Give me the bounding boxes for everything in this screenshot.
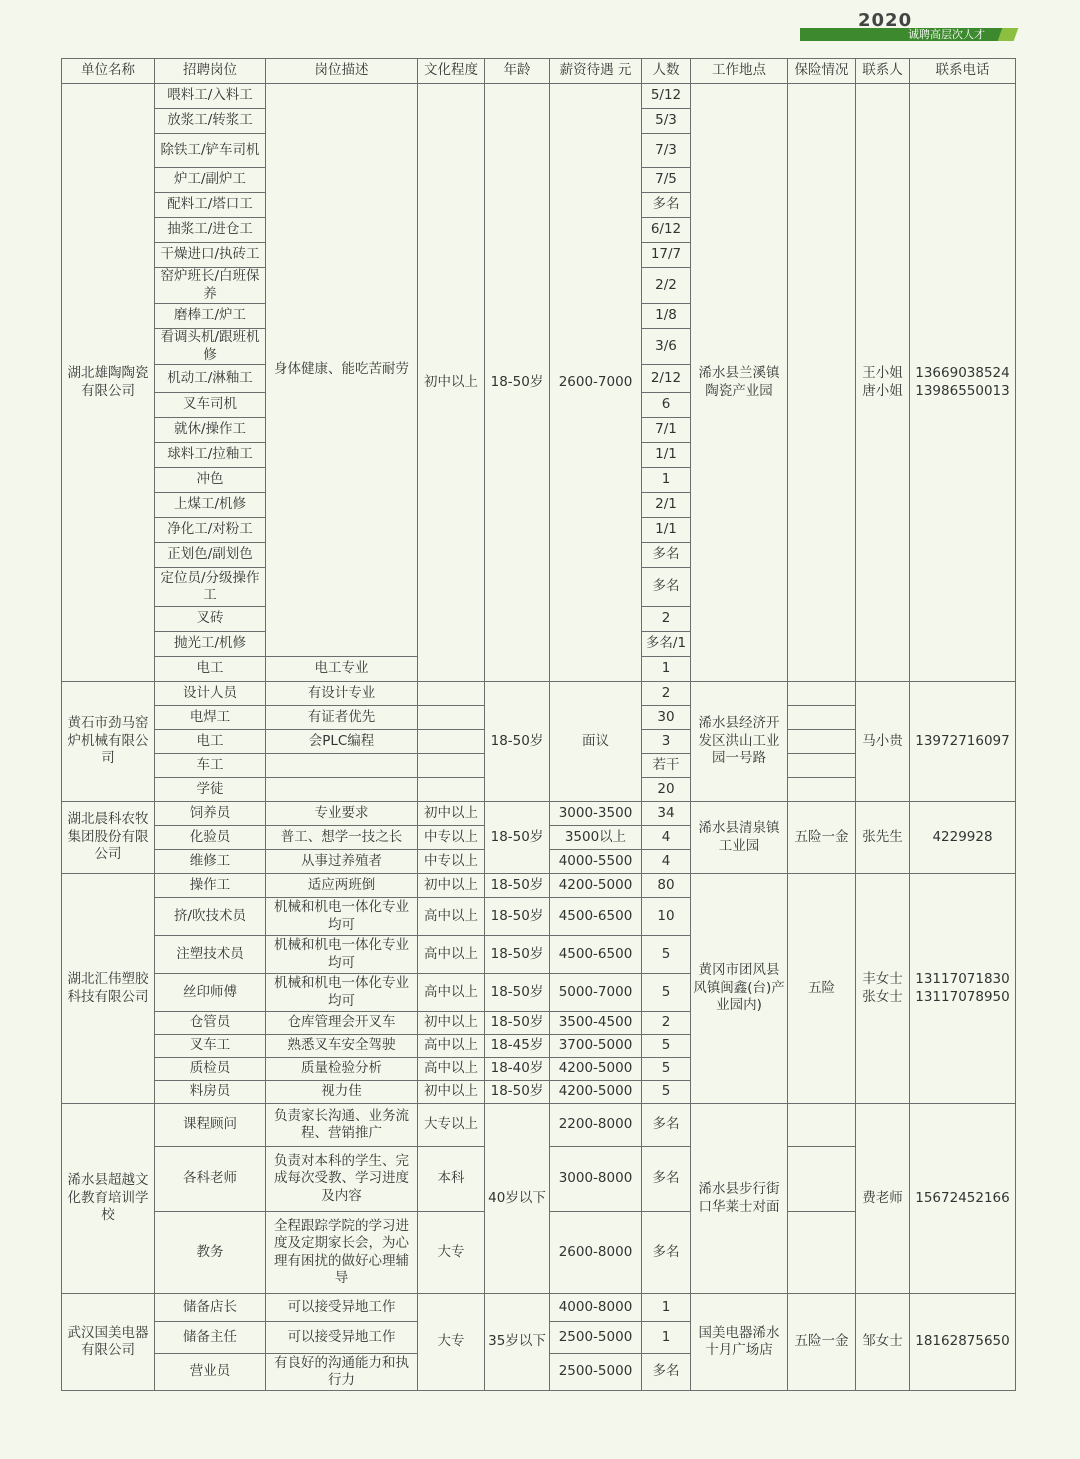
job-post: 丝印师傅 bbox=[155, 974, 266, 1012]
headcount: 1 bbox=[642, 1322, 691, 1354]
contact-phone: 15672452166 bbox=[910, 1104, 1016, 1294]
job-description: 全程跟踪学院的学习进度及定期家长会，为心理有困扰的做好心理辅导 bbox=[266, 1212, 418, 1294]
contact-person: 马小贵 bbox=[856, 682, 910, 802]
insurance bbox=[788, 1104, 856, 1147]
column-header: 联系电话 bbox=[910, 59, 1016, 84]
job-description: 会PLC编程 bbox=[266, 730, 418, 754]
salary: 4500-6500 bbox=[550, 898, 642, 936]
headcount: 4 bbox=[642, 826, 691, 850]
headcount: 1 bbox=[642, 657, 691, 682]
education: 初中以上 bbox=[418, 1081, 485, 1104]
job-description: 普工、想学一技之长 bbox=[266, 826, 418, 850]
job-post: 除铁工/铲车司机 bbox=[155, 134, 266, 168]
salary: 3500以上 bbox=[550, 826, 642, 850]
headcount: 多名 bbox=[642, 1212, 691, 1294]
headcount: 1/1 bbox=[642, 518, 691, 543]
salary: 4200-5000 bbox=[550, 1081, 642, 1104]
headcount: 1 bbox=[642, 468, 691, 493]
recruitment-table bbox=[61, 58, 1016, 1391]
headcount: 2/12 bbox=[642, 365, 691, 393]
contact-person: 王小姐 唐小姐 bbox=[856, 84, 910, 682]
headcount: 1 bbox=[642, 1294, 691, 1322]
headcount: 7/1 bbox=[642, 418, 691, 443]
salary: 2500-5000 bbox=[550, 1354, 642, 1391]
salary: 5000-7000 bbox=[550, 974, 642, 1012]
insurance: 五险一金 bbox=[788, 802, 856, 874]
headcount: 17/7 bbox=[642, 243, 691, 268]
work-location: 浠水县兰溪镇陶瓷产业园 bbox=[691, 84, 788, 682]
job-post: 注塑技术员 bbox=[155, 936, 266, 974]
age-range: 18-50岁 bbox=[485, 898, 550, 936]
headcount: 3/6 bbox=[642, 329, 691, 365]
contact-phone: 13669038524 13986550013 bbox=[910, 84, 1016, 682]
job-post: 炉工/副炉工 bbox=[155, 168, 266, 193]
contact-person: 费老师 bbox=[856, 1104, 910, 1294]
salary: 2200-8000 bbox=[550, 1104, 642, 1147]
job-post: 储备主任 bbox=[155, 1322, 266, 1354]
contact-phone: 4229928 bbox=[910, 802, 1016, 874]
headcount: 多名 bbox=[642, 568, 691, 607]
company-name: 湖北晨科农牧集团股份有限公司 bbox=[62, 802, 155, 874]
insurance bbox=[788, 706, 856, 730]
job-post: 各科老师 bbox=[155, 1147, 266, 1212]
headcount: 7/3 bbox=[642, 134, 691, 168]
age-range: 18-50岁 bbox=[485, 1081, 550, 1104]
column-header: 工作地点 bbox=[691, 59, 788, 84]
salary: 4000-5500 bbox=[550, 850, 642, 874]
salary: 3000-8000 bbox=[550, 1147, 642, 1212]
header-row bbox=[62, 59, 1016, 84]
job-post: 质检员 bbox=[155, 1058, 266, 1081]
job-post: 窑炉班长/白班保养 bbox=[155, 268, 266, 304]
headcount: 7/5 bbox=[642, 168, 691, 193]
job-description: 可以接受异地工作 bbox=[266, 1294, 418, 1322]
job-post: 放浆工/转浆工 bbox=[155, 109, 266, 134]
headcount: 2 bbox=[642, 1012, 691, 1035]
headcount: 1/1 bbox=[642, 443, 691, 468]
company-name: 武汉国美电器有限公司 bbox=[62, 1294, 155, 1391]
job-description: 负责对本科的学生、完成每次受教、学习进度及内容 bbox=[266, 1147, 418, 1212]
contact-person: 张先生 bbox=[856, 802, 910, 874]
insurance: 五险 bbox=[788, 874, 856, 1104]
company-name: 黄石市劲马窑炉机械有限公司 bbox=[62, 682, 155, 802]
age-range: 18-50岁 bbox=[485, 874, 550, 898]
education: 高中以上 bbox=[418, 974, 485, 1012]
education: 中专以上 bbox=[418, 850, 485, 874]
education: 高中以上 bbox=[418, 898, 485, 936]
insurance bbox=[788, 730, 856, 754]
headcount: 2 bbox=[642, 682, 691, 706]
table-row bbox=[62, 84, 1016, 109]
age-range: 18-50岁 bbox=[485, 682, 550, 802]
job-post: 维修工 bbox=[155, 850, 266, 874]
column-header: 文化程度 bbox=[418, 59, 485, 84]
education: 大专以上 bbox=[418, 1104, 485, 1147]
job-post: 料房员 bbox=[155, 1081, 266, 1104]
education bbox=[418, 754, 485, 778]
headcount: 5/12 bbox=[642, 84, 691, 109]
salary: 4200-5000 bbox=[550, 1058, 642, 1081]
headcount: 多名/1 bbox=[642, 632, 691, 657]
contact-phone: 18162875650 bbox=[910, 1294, 1016, 1391]
job-post: 磨棒工/炉工 bbox=[155, 304, 266, 329]
job-post: 营业员 bbox=[155, 1354, 266, 1391]
job-description: 质量检验分析 bbox=[266, 1058, 418, 1081]
contact-person: 丰女士 张女士 bbox=[856, 874, 910, 1104]
age-range: 18-50岁 bbox=[485, 1012, 550, 1035]
job-post: 干燥进口/执砖工 bbox=[155, 243, 266, 268]
job-post: 课程顾问 bbox=[155, 1104, 266, 1147]
job-post: 抛光工/机修 bbox=[155, 632, 266, 657]
job-post: 抽浆工/进仓工 bbox=[155, 218, 266, 243]
headcount: 1/8 bbox=[642, 304, 691, 329]
headcount: 5/3 bbox=[642, 109, 691, 134]
job-post: 化验员 bbox=[155, 826, 266, 850]
job-description: 视力佳 bbox=[266, 1081, 418, 1104]
insurance bbox=[788, 1212, 856, 1294]
table-row bbox=[62, 1104, 1016, 1147]
banner-badge bbox=[800, 8, 1025, 48]
job-post: 喂料工/入料工 bbox=[155, 84, 266, 109]
job-post: 电工 bbox=[155, 657, 266, 682]
headcount: 5 bbox=[642, 1035, 691, 1058]
headcount: 20 bbox=[642, 778, 691, 802]
job-description: 机械和机电一体化专业均可 bbox=[266, 898, 418, 936]
job-post: 挤/吹技术员 bbox=[155, 898, 266, 936]
salary: 面议 bbox=[550, 682, 642, 802]
job-post: 电工 bbox=[155, 730, 266, 754]
headcount: 2/1 bbox=[642, 493, 691, 518]
work-location: 黄冈市团风县风镇闽鑫(台)产业园内) bbox=[691, 874, 788, 1104]
education: 本科 bbox=[418, 1147, 485, 1212]
age-range: 18-50岁 bbox=[485, 974, 550, 1012]
headcount: 30 bbox=[642, 706, 691, 730]
insurance bbox=[788, 84, 856, 682]
job-post: 学徒 bbox=[155, 778, 266, 802]
insurance: 五险一金 bbox=[788, 1294, 856, 1391]
job-post: 操作工 bbox=[155, 874, 266, 898]
job-description: 可以接受异地工作 bbox=[266, 1322, 418, 1354]
headcount: 多名 bbox=[642, 193, 691, 218]
job-description: 适应两班倒 bbox=[266, 874, 418, 898]
job-description: 有良好的沟通能力和执行力 bbox=[266, 1354, 418, 1391]
job-description: 有设计专业 bbox=[266, 682, 418, 706]
age-range: 40岁以下 bbox=[485, 1104, 550, 1294]
job-post: 上煤工/机修 bbox=[155, 493, 266, 518]
education: 高中以上 bbox=[418, 1035, 485, 1058]
job-description: 仓库管理会开叉车 bbox=[266, 1012, 418, 1035]
table-row bbox=[62, 1294, 1016, 1322]
job-description: 专业要求 bbox=[266, 802, 418, 826]
job-post: 机动工/淋釉工 bbox=[155, 365, 266, 393]
salary: 3000-3500 bbox=[550, 802, 642, 826]
education: 高中以上 bbox=[418, 936, 485, 974]
headcount: 5 bbox=[642, 936, 691, 974]
headcount: 多名 bbox=[642, 1104, 691, 1147]
company-name: 湖北汇伟塑胶科技有限公司 bbox=[62, 874, 155, 1104]
salary: 4000-8000 bbox=[550, 1294, 642, 1322]
company-name: 浠水县超越文化教育培训学校 bbox=[62, 1104, 155, 1294]
insurance bbox=[788, 778, 856, 802]
work-location: 浠水县经济开发区洪山工业园一号路 bbox=[691, 682, 788, 802]
age-range: 18-50岁 bbox=[485, 802, 550, 874]
job-description: 机械和机电一体化专业均可 bbox=[266, 936, 418, 974]
job-description: 有证者优先 bbox=[266, 706, 418, 730]
salary: 2600-7000 bbox=[550, 84, 642, 682]
column-header: 单位名称 bbox=[62, 59, 155, 84]
insurance bbox=[788, 682, 856, 706]
job-description: 负责家长沟通、业务流程、营销推广 bbox=[266, 1104, 418, 1147]
job-post: 车工 bbox=[155, 754, 266, 778]
education: 中专以上 bbox=[418, 826, 485, 850]
job-post: 正划色/副划色 bbox=[155, 543, 266, 568]
headcount: 3 bbox=[642, 730, 691, 754]
job-post: 饲养员 bbox=[155, 802, 266, 826]
job-description bbox=[266, 778, 418, 802]
column-header: 薪资待遇 元 bbox=[550, 59, 642, 84]
job-description: 从事过养殖者 bbox=[266, 850, 418, 874]
job-description: 电工专业 bbox=[266, 657, 418, 682]
job-post: 净化工/对粉工 bbox=[155, 518, 266, 543]
headcount: 5 bbox=[642, 1058, 691, 1081]
column-header: 联系人 bbox=[856, 59, 910, 84]
salary: 3700-5000 bbox=[550, 1035, 642, 1058]
salary: 4200-5000 bbox=[550, 874, 642, 898]
job-post: 就休/操作工 bbox=[155, 418, 266, 443]
headcount: 多名 bbox=[642, 1354, 691, 1391]
job-post: 叉砖 bbox=[155, 607, 266, 632]
table-row bbox=[62, 874, 1016, 898]
education: 高中以上 bbox=[418, 1058, 485, 1081]
table-row bbox=[62, 682, 1016, 706]
education bbox=[418, 778, 485, 802]
table-row bbox=[62, 802, 1016, 826]
headcount: 2/2 bbox=[642, 268, 691, 304]
education: 初中以上 bbox=[418, 1012, 485, 1035]
headcount: 6 bbox=[642, 393, 691, 418]
age-range: 18-40岁 bbox=[485, 1058, 550, 1081]
headcount: 2 bbox=[642, 607, 691, 632]
job-description: 身体健康、能吃苦耐劳 bbox=[266, 84, 418, 657]
job-post: 看调头机/跟班机修 bbox=[155, 329, 266, 365]
banner-year: 2020 bbox=[858, 10, 913, 31]
headcount: 多名 bbox=[642, 1147, 691, 1212]
age-range: 18-50岁 bbox=[485, 936, 550, 974]
job-description: 熟悉叉车安全驾驶 bbox=[266, 1035, 418, 1058]
education: 初中以上 bbox=[418, 84, 485, 682]
banner-slogan: 诚聘高层次人才 bbox=[908, 28, 985, 41]
job-post: 叉车司机 bbox=[155, 393, 266, 418]
column-header: 年龄 bbox=[485, 59, 550, 84]
job-post: 仓管员 bbox=[155, 1012, 266, 1035]
work-location: 浠水县清泉镇工业园 bbox=[691, 802, 788, 874]
job-post: 教务 bbox=[155, 1212, 266, 1294]
headcount: 5 bbox=[642, 1081, 691, 1104]
job-post: 球料工/拉釉工 bbox=[155, 443, 266, 468]
headcount: 4 bbox=[642, 850, 691, 874]
education: 大专 bbox=[418, 1294, 485, 1391]
job-post: 叉车工 bbox=[155, 1035, 266, 1058]
headcount: 10 bbox=[642, 898, 691, 936]
headcount: 5 bbox=[642, 974, 691, 1012]
age-range: 18-50岁 bbox=[485, 84, 550, 682]
education bbox=[418, 730, 485, 754]
contact-person: 邹女士 bbox=[856, 1294, 910, 1391]
headcount: 80 bbox=[642, 874, 691, 898]
education: 初中以上 bbox=[418, 874, 485, 898]
education: 大专 bbox=[418, 1212, 485, 1294]
contact-phone: 13117071830 13117078950 bbox=[910, 874, 1016, 1104]
contact-phone: 13972716097 bbox=[910, 682, 1016, 802]
insurance bbox=[788, 754, 856, 778]
banner-accent bbox=[998, 28, 1019, 41]
job-description bbox=[266, 754, 418, 778]
job-post: 电焊工 bbox=[155, 706, 266, 730]
column-header: 保险情况 bbox=[788, 59, 856, 84]
company-name: 湖北雄陶陶瓷有限公司 bbox=[62, 84, 155, 682]
headcount: 若干 bbox=[642, 754, 691, 778]
headcount: 多名 bbox=[642, 543, 691, 568]
education bbox=[418, 706, 485, 730]
work-location: 国美电器浠水十月广场店 bbox=[691, 1294, 788, 1391]
work-location: 浠水县步行街口华莱士对面 bbox=[691, 1104, 788, 1294]
salary: 3500-4500 bbox=[550, 1012, 642, 1035]
column-header: 招聘岗位 bbox=[155, 59, 266, 84]
age-range: 35岁以下 bbox=[485, 1294, 550, 1391]
salary: 2500-5000 bbox=[550, 1322, 642, 1354]
insurance bbox=[788, 1147, 856, 1212]
education: 初中以上 bbox=[418, 802, 485, 826]
education bbox=[418, 682, 485, 706]
job-post: 储备店长 bbox=[155, 1294, 266, 1322]
column-header: 人数 bbox=[642, 59, 691, 84]
salary: 2600-8000 bbox=[550, 1212, 642, 1294]
job-post: 设计人员 bbox=[155, 682, 266, 706]
job-post: 冲色 bbox=[155, 468, 266, 493]
age-range: 18-45岁 bbox=[485, 1035, 550, 1058]
job-post: 定位员/分级操作工 bbox=[155, 568, 266, 607]
headcount: 6/12 bbox=[642, 218, 691, 243]
salary: 4500-6500 bbox=[550, 936, 642, 974]
column-header: 岗位描述 bbox=[266, 59, 418, 84]
job-description: 机械和机电一体化专业均可 bbox=[266, 974, 418, 1012]
job-post: 配料工/塔口工 bbox=[155, 193, 266, 218]
headcount: 34 bbox=[642, 802, 691, 826]
